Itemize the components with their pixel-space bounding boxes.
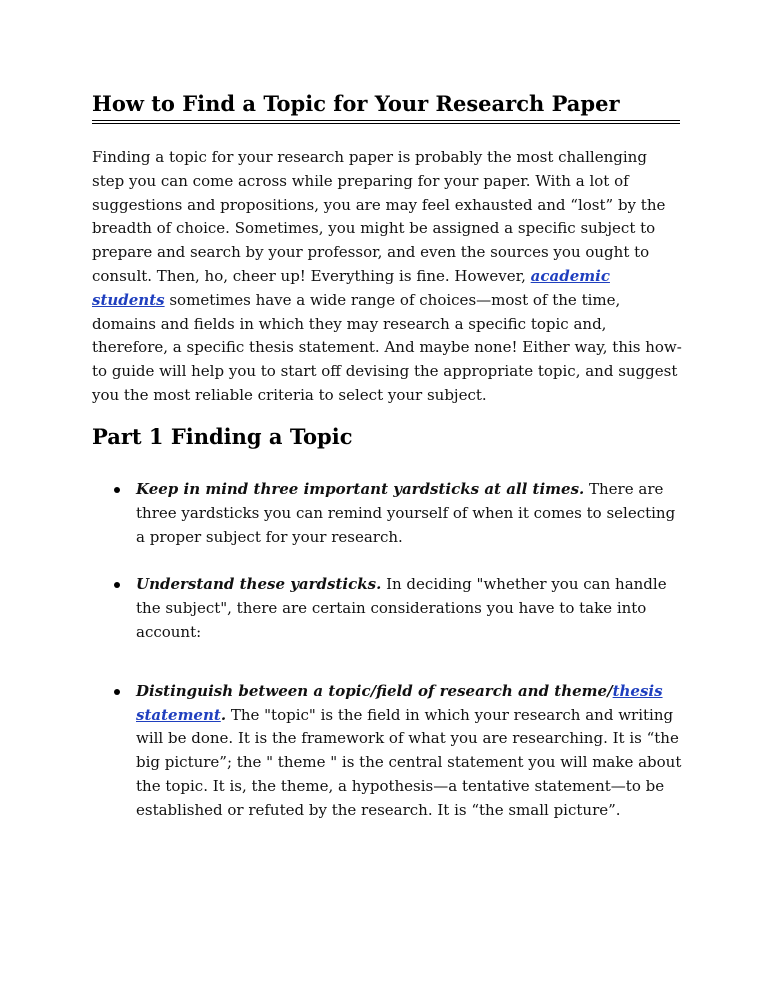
bullet-text: In deciding "whether you can handle the subject", there are certain considerations you have to take into account: <box>136 575 667 641</box>
thesis-statement-link[interactable]: thesis statement <box>136 681 663 724</box>
intro-paragraph <box>92 146 682 408</box>
bullet-lead: Distinguish between a topic/field of research and theme/ <box>136 681 613 700</box>
intro-text-end: sometimes have a wide range of choices—most of the time, domains and fields in which they may research a specific topic and, therefore, a specific thesis statement. And maybe none! Either way, this how-to guide will help you to start off devising the appropriate topic, and suggest you the most reliable criteria to select your subject. <box>92 290 682 404</box>
bullet-text: There are three yardsticks you can remind yourself of when it comes to selecting a proper subject for your research. <box>136 480 676 546</box>
bullet-lead-end: . <box>220 705 227 724</box>
list-item <box>92 573 682 644</box>
academic-students-link[interactable]: academic students <box>92 266 610 309</box>
bullet-dot-icon <box>114 689 120 695</box>
intro-text-start: Finding a topic for your research paper is probably the most challenging step you can come across while preparing for your paper. With a lot of suggestions and propositions, you are may feel exhausted and “lost” by the breadth of choice. Sometimes, you might be assigned a specific subject to prepare and search by your professor, and even the sources you ought to consult. Then, ho, cheer up! Everything is fine. However, <box>92 148 666 285</box>
section-heading-part-1: Part 1 Finding a Topic <box>92 424 353 449</box>
bullet-lead: Understand these yardsticks. <box>136 575 382 594</box>
document-title: How to Find a Topic for Your Research Paper <box>92 91 620 116</box>
list-item <box>92 478 682 549</box>
title-underline-secondary <box>92 123 680 124</box>
bullet-dot-icon <box>114 487 120 493</box>
bullet-dot-icon <box>114 582 120 588</box>
bullet-text: The "topic" is the field in which your research and writing will be done. It is the framework of what you are researching. It is “the big picture”; the " theme " is the central statement you will make about the topic. It is, the theme, a hypothesis—a tentative statement—to be established or refuted by the research. It is “the small picture”. <box>136 705 682 819</box>
list-item <box>92 680 682 823</box>
yardsticks-list <box>92 478 682 823</box>
bullet-lead: Keep in mind three important yardsticks at all times. <box>136 480 585 498</box>
title-underline <box>92 120 680 121</box>
